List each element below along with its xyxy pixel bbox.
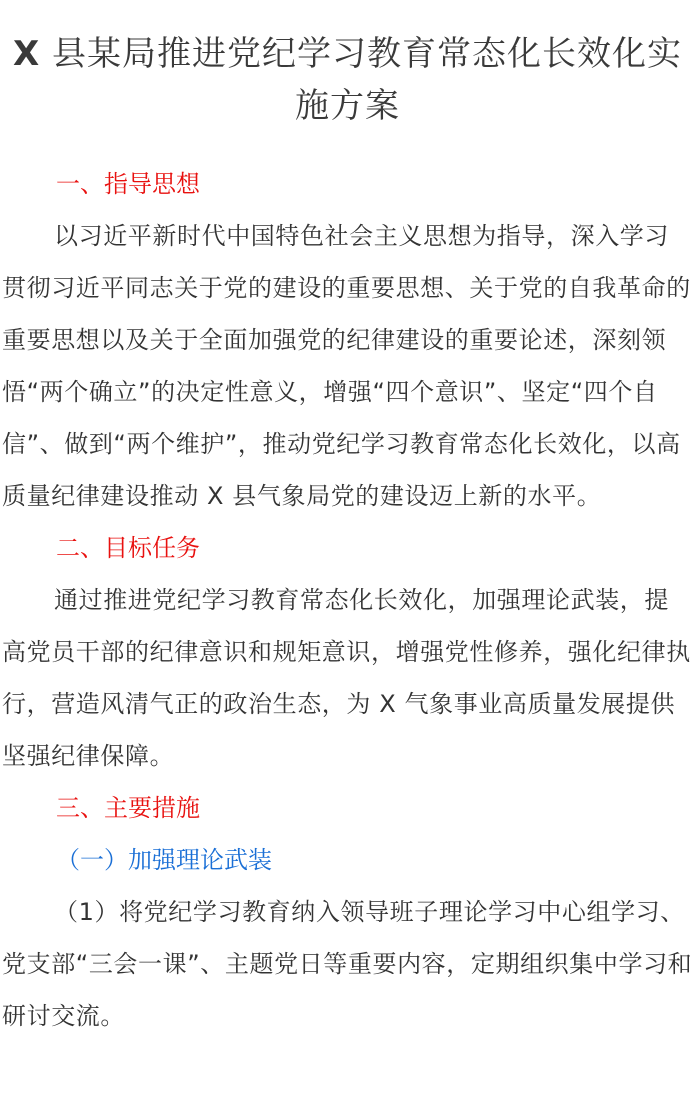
section-heading-guiding-ideology: 一、指导思想 (56, 170, 200, 198)
section-heading-measures: 三、主要措施 (56, 794, 200, 822)
title-text: 县某局推进党纪学习教育常态化长效化实施方案 (40, 34, 683, 126)
paragraph-goals: 通过推进党纪学习教育常态化长效化，加强理论武装，提高党员干部的纪律意识和规矩意识，增强党性修养，强化纪律执行，营造风清气正的政治生态，为 X 气象事业高质量发展提供坚强纪律保障。 (2, 586, 691, 770)
section-heading-goals: 二、目标任务 (56, 534, 200, 562)
document-title (2, 0, 693, 132)
paragraph-theory: （1）将党纪学习教育纳入领导班子理论学习中心组学习、党支部“三会一课”、主题党日等重要内容，定期组织集中学习和研讨交流。 (2, 898, 693, 1030)
subsection-heading-theory: （一）加强理论武装 (56, 846, 272, 874)
title-x: X (12, 34, 41, 74)
paragraph-guiding-ideology: 以习近平新时代中国特色社会主义思想为指导，深入学习贯彻习近平同志关于党的建设的重要思想、关于党的自我革命的重要思想以及关于全面加强党的纪律建设的重要论述，深刻领悟“两个确立”的决定性意义，增强“四个意识”、坚定“四个自信”、做到“两个维护”，推动党纪学习教育常态化长效化，以高质量纪律建设推动 X 县气象局党的建设迈上新的水平。 (2, 222, 691, 510)
